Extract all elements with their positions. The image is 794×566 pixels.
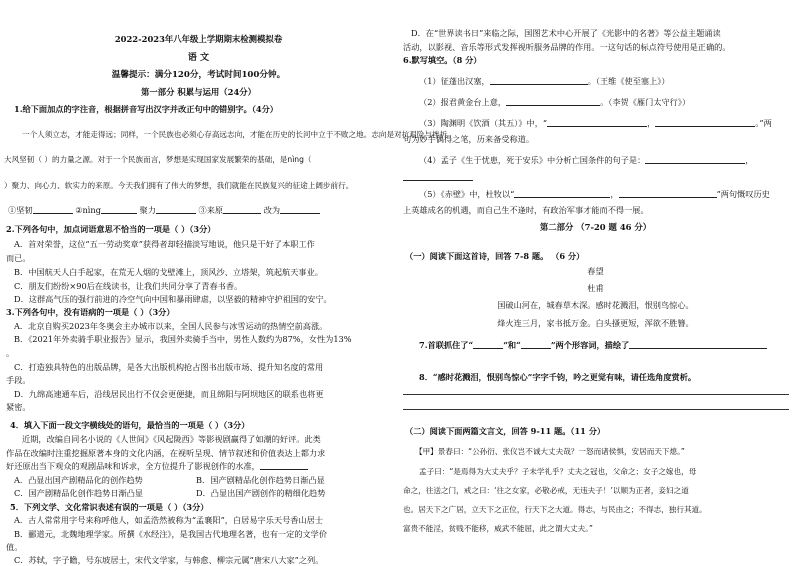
q6-line4-comma: ， xyxy=(745,155,754,165)
q7-prompt-a: 7.首联抓住了“ xyxy=(419,340,474,350)
q1-answer-row xyxy=(8,205,320,216)
q5-stem: 5．下列文学、文化常识表述有误的一项是（ ）（3分） xyxy=(10,502,209,512)
q4-passage-line1: 近期，改编自同名小说的《人世间》《风起陇西》等影视剧赢得了如潮的好评。此类 xyxy=(22,434,321,444)
q6-line3-comma: ， xyxy=(647,118,656,128)
q1-opt-2: ②nìng xyxy=(75,205,101,215)
q6-line3-end: 。”两 xyxy=(755,118,772,128)
q3-stem: 3.下列各句中，没有语病的一项是（ ）（3分） xyxy=(6,307,175,317)
q1-opt-4: ③来原 xyxy=(198,205,224,215)
q1-stem: 1.给下面加点的字注音，根据拼音写出汉字并改正句中的错别字。（4分） xyxy=(14,104,278,114)
q6-line3 xyxy=(419,118,772,129)
q5-option-c: C．苏轼，字子瞻，号东坡居士，宋代文学家，与韩愈、柳宗元属“唐宋八大家”之列。 xyxy=(14,555,324,565)
q8-stem: 8．“感时花溅泪，恨别鸟惊心”字字千钧，吟之更觉有味，请任选角度赏析。 xyxy=(419,372,697,382)
q6-blank-5[interactable] xyxy=(645,155,745,164)
q4-option-c: C．国产剧精品化创作趋势日渐凸显 xyxy=(14,488,144,498)
q7-blank-2[interactable] xyxy=(521,340,551,349)
right-page xyxy=(397,0,794,560)
q6-line1 xyxy=(419,76,670,87)
q5-option-b-cont: 值。 xyxy=(6,542,23,552)
q6-blank-6[interactable] xyxy=(403,172,473,181)
q4-passage-line3 xyxy=(6,461,308,472)
q6-blank-4[interactable] xyxy=(655,118,755,127)
poem-line-1: 国破山河在，城春草木深。感时花溅泪，恨别鸟惊心。 xyxy=(497,300,694,310)
q6-line3-cont: 句为妙手偶得之笔，历来备受称道。 xyxy=(403,134,535,144)
exam-tip: 温馨提示：满分120分，考试时间100分钟。 xyxy=(111,70,286,80)
q1-blank-4[interactable] xyxy=(223,205,261,214)
q2-stem: 2.下列各句中，加点词语意思不恰当的一项是（ ）（3分） xyxy=(6,224,216,234)
q5-option-d: D．在“世界读书日”来临之际，国图艺术中心开展了《光影中的名著》等公益主题诵读 xyxy=(411,28,721,38)
exam-title: 2022-2023年八年级上学期期末检测模拟卷 xyxy=(114,34,283,44)
q6-blank-7[interactable] xyxy=(514,189,610,198)
q6-line2 xyxy=(419,97,690,108)
q6-line4 xyxy=(419,155,753,166)
q3-option-b-cont: 。 xyxy=(6,348,15,358)
q3-option-a: A．北京自购买2023年冬奥会主办城市以来，全国人民参与冰雪运动的热情空前高涨。 xyxy=(14,321,328,331)
poem-line-2: 烽火连三月，家书抵万金。白头搔更短，浑欲不胜簪。 xyxy=(497,318,694,328)
subject-title: 语 文 xyxy=(187,53,210,63)
q7-blank-3[interactable] xyxy=(629,340,767,349)
q7-blank-1[interactable] xyxy=(473,340,503,349)
q6-blank-3[interactable] xyxy=(547,118,647,127)
q1-blank-5[interactable] xyxy=(280,205,320,214)
q4-option-d: D．凸显出国产剧创作的精细化趋势 xyxy=(196,488,326,498)
poem-section-intro: （一）阅读下面这首诗，回答 7-8 题。 （6 分） xyxy=(405,251,585,261)
q4-passage-line2: 作品在改编时注重挖掘原著本身的文化内涵，在视听呈现、情节叙述和价值表达上都力求 xyxy=(6,448,326,458)
q1-passage-line2: 大风坚韧（ ）的力量之源。对于一个民族而言，梦想是实现国家发展繁荣的基础，是nìng（ xyxy=(4,155,312,164)
q6-line3-prompt: （3）陶渊明《饮酒（其五）》中，“ xyxy=(419,118,548,128)
q6-stem: 6.默写填空。（8 分） xyxy=(403,55,482,65)
q3-option-b: B．《2021年外卖骑手职业报告》显示，我国外卖骑手当中，男性人数约为87%，女性为13% xyxy=(14,334,352,344)
q3-option-c-cont: 手段。 xyxy=(6,375,31,385)
q6-line5-end: ”两句慨叹历史 xyxy=(716,189,770,199)
q3-option-d-cont: 紧密。 xyxy=(6,402,31,412)
q4-passage-line3-text: 好还原出当下观众的观剧品味和诉求，全方位提升了影视创作的水准， xyxy=(6,461,260,471)
q1-opt-1: ①坚韧 xyxy=(8,205,33,215)
prose-line-3: 也。居天下之广居，立天下之正位，行天下之大道。得志，与民由之；不得志，独行其道。 xyxy=(403,505,707,514)
q6-line4-prompt: （4）孟子《生于忧患，死于安乐》中分析亡国条件的句子是： xyxy=(419,155,646,165)
q2-option-a: A．首对荣誉，这位“五一劳动奖章”获得者却轻描淡写地说，他只是干好了本职工作 xyxy=(14,239,315,249)
q8-answer-line-2[interactable] xyxy=(403,409,789,410)
q2-option-c: C．朋友们纷纷×90后在线读书，让我们共同分享了青春书香。 xyxy=(14,281,243,291)
q1-blank-2[interactable] xyxy=(101,205,137,214)
q4-blank[interactable] xyxy=(260,461,308,470)
q7-stem xyxy=(419,340,767,351)
q6-line5-comma: ， xyxy=(610,189,619,199)
q6-line2-prompt: （2）报君黄金台上意， xyxy=(419,97,507,107)
q1-opt-3: 聚力 xyxy=(139,205,156,215)
q5-option-d-cont: 活动，以影视、音乐等形式发挥视听服务品牌的作用。一这句话的标点符号使用是正确的。 xyxy=(403,42,731,52)
prose-section-intro: （二）阅读下面两篇文言文，回答 9-11 题。（11 分） xyxy=(405,426,606,436)
q6-blank-1[interactable] xyxy=(490,76,588,85)
q5-option-a: A．古人常常用字号来称呼他人，如孟浩然被称为“孟襄阳”，白居易字乐天号香山居士 xyxy=(14,515,324,525)
q2-option-b: B．中国航天人白手起家，在荒无人烟的戈壁滩上，顶风沙、立塔架，筑起航天事业。 xyxy=(14,267,323,277)
q4-option-a: A．凸显出国产剧精品化的创作趋势 xyxy=(14,475,143,485)
q3-option-c: C．打造独具特色的出版品牌，是各大出版机构抢占图书出版市场、提升知名度的常用 xyxy=(14,362,324,372)
q6-blank-2[interactable] xyxy=(506,97,600,106)
q2-option-d: D．这群高气压的强行前进的冷空气向中国和暴雨肆虐，以坚毅的精神守护祖国的安宁。 xyxy=(14,294,332,304)
q6-line5-prompt: （5）《赤壁》中，杜牧以“ xyxy=(419,189,515,199)
q1-blank-1[interactable] xyxy=(33,205,73,214)
q1-opt-5: 改为 xyxy=(263,205,281,215)
q1-blank-3[interactable] xyxy=(156,205,196,214)
q7-prompt-c: ”两个形容词，描绘了 xyxy=(550,340,630,350)
q6-line2-source: 。（李贺《雁门太守行》） xyxy=(600,97,691,107)
q1-passage-line3: ）聚力、向心力、软实力的来原。今天我们拥有了伟大的梦想，我们就能在民族复兴的征途上阔步前行。 xyxy=(4,181,354,190)
prose-line-4: 富贵不能淫，贫贱不能移，威武不能屈，此之谓大丈夫。” xyxy=(403,524,593,533)
part1-heading: 第一部分 积累与运用（24分） xyxy=(140,87,257,97)
q4-option-b: B．国产剧精品化创作趋势日渐凸显 xyxy=(196,475,325,485)
q2-option-a-cont: 而已。 xyxy=(6,253,31,263)
q6-line5-cont: 上英雄成名的机遇，而自己生不逢时，有政治军事才能而不得一展。 xyxy=(403,205,649,215)
q8-answer-line-1[interactable] xyxy=(403,394,789,395)
q6-line4-cont xyxy=(403,172,473,183)
q1-passage-line1: 一个人须立志，才能走得远；同样，一个民族也必须心存高远志向，才能在历史的长河中立于不败之地。志向是对抗艰险与挫折 xyxy=(22,130,448,139)
prose-jia-line: 【甲】景春曰：“公孙衍、张仪岂不诚大丈夫哉？一怒而诸侯惧，安居而天下熄。” xyxy=(415,447,685,456)
prose-line-1: 孟子曰：“是焉得为大丈夫乎？子未学礼乎？丈夫之冠也，父命之；女子之嫁也，母 xyxy=(419,467,697,476)
q7-prompt-b: ”和“ xyxy=(503,340,521,350)
q6-line1-source: 。（王维《使至塞上》） xyxy=(587,76,670,86)
q4-stem: 4．填入下面一段文字横线处的语句，最恰当的一项是（ ）（3分） xyxy=(10,420,250,430)
q6-line1-prompt: （1）征蓬出汉塞， xyxy=(419,76,490,86)
poem-author: 杜甫 xyxy=(587,283,604,293)
q5-option-b: B．郦道元，北魏地理学家。所撰《水经注》，是我国古代地理名著，也有一定的文学价 xyxy=(14,529,328,539)
q6-line5 xyxy=(419,189,770,200)
prose-line-2: 命之，往送之门，戒之曰：‘往之女家，必敬必戒，无违夫子！’以顺为正者，妾妇之道 xyxy=(403,486,689,495)
q3-option-d: D．九绵高速通车后，沿线居民出行不仅会更便捷，而且绵阳与阿坝地区的联系也将更 xyxy=(14,389,324,399)
poem-title: 春望 xyxy=(587,266,604,276)
part2-heading: 第二部分 （7-20 题 46 分） xyxy=(539,222,652,232)
q6-blank-8[interactable] xyxy=(619,189,717,198)
